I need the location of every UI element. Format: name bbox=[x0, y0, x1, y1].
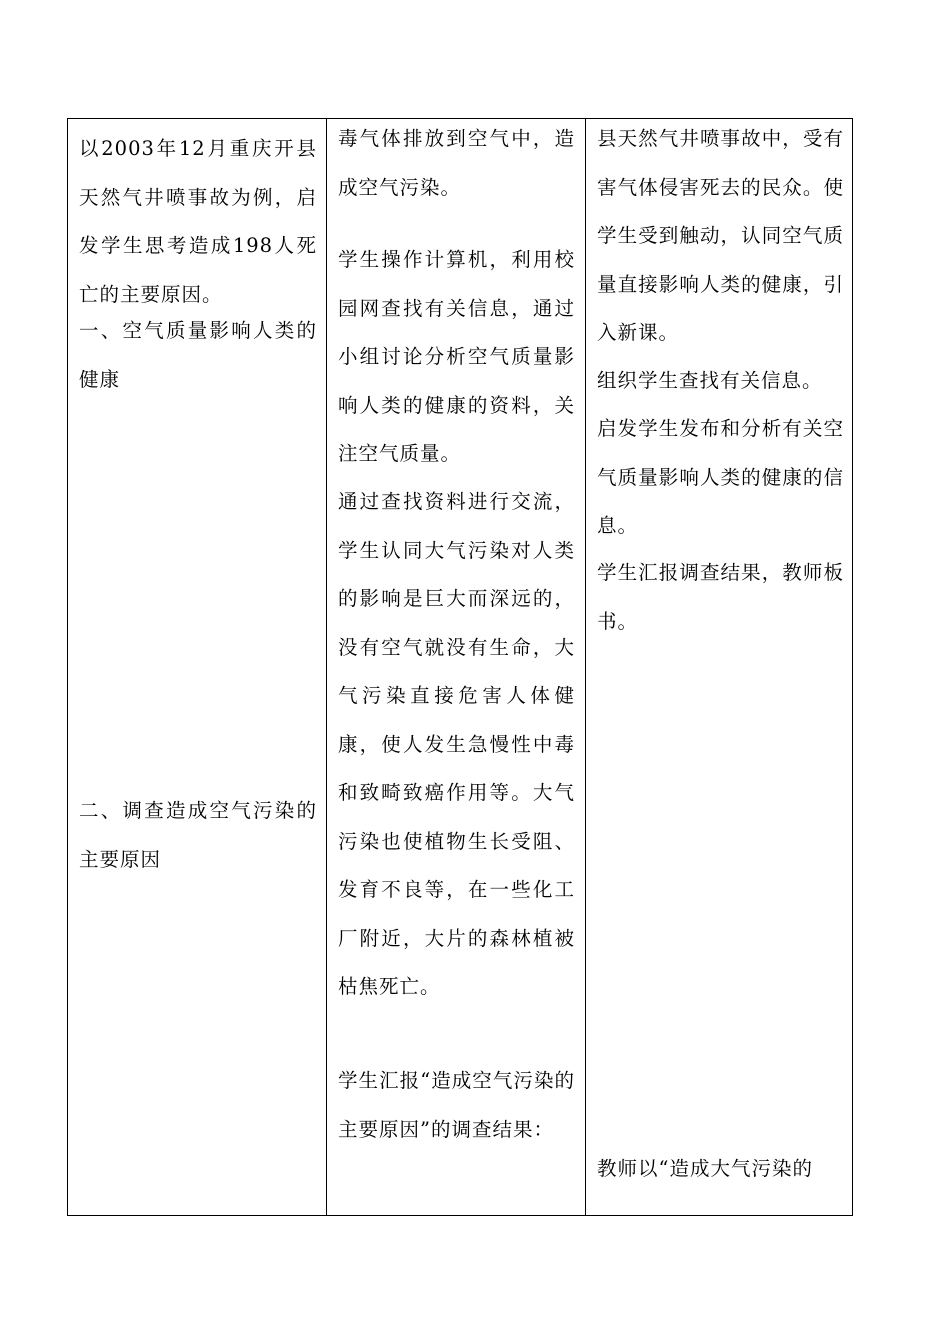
lesson-table bbox=[67, 118, 853, 1216]
teacher-text-2: 组织学生查找有关信息。 bbox=[597, 369, 823, 392]
teacher-intent-column bbox=[586, 119, 852, 1215]
student-text-1: 毒气体排放到空气中，造成空气污染。 bbox=[338, 127, 575, 199]
teacher-text-1: 县天然气井喷事故中，受有害气体侵害死去的民众。使学生受到触动，认同空气质量直接影响人类的健康，引入新课。 bbox=[597, 127, 844, 344]
student-activity-column bbox=[327, 119, 586, 1215]
intro-text: 以2003年12月重庆开县天然气井喷事故为例，启发学生思考造成198人死亡的主要原因。 bbox=[79, 137, 317, 306]
section-heading-1: 一、空气质量影响人类的健康 bbox=[79, 319, 317, 391]
student-text-4: 学生汇报“造成空气污染的主要原因”的调查结果： bbox=[338, 1069, 575, 1141]
teacher-text-3: 启发学生发布和分析有关空气质量影响人类的健康的信息。 bbox=[597, 417, 844, 537]
student-text-2: 学生操作计算机，利用校园网查找有关信息，通过小组讨论分析空气质量影响人类的健康的资料，关注空气质量。 bbox=[338, 248, 575, 465]
student-text-3: 通过查找资料进行交流，学生认同大气污染对人类的影响是巨大而深远的，没有空气就没有生命，大气污染直接危害人体健康，使人发生急慢性中毒和致畸致癌作用等。大气污染也使植物生长受阻、发育不良等，在一些化工厂附近，大片的森林植被枯焦死亡。 bbox=[338, 490, 575, 998]
section-heading-2: 二、调查造成空气污染的主要原因 bbox=[79, 799, 317, 871]
teacher-text-5: 教师以“造成大气污染的 bbox=[597, 1157, 813, 1180]
teacher-text-4: 学生汇报调查结果，教师板书。 bbox=[597, 561, 844, 633]
content-column bbox=[68, 119, 327, 1215]
